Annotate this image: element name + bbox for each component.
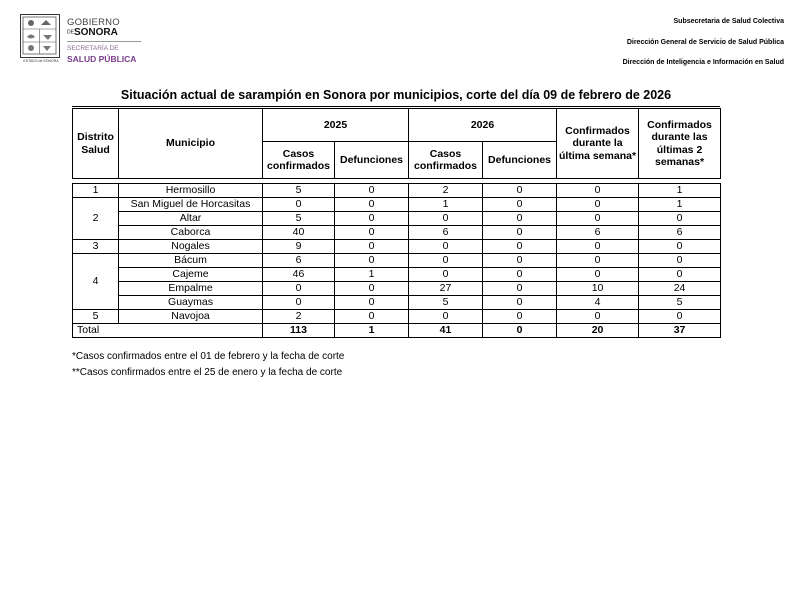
municipio-cell: Caborca [119,226,263,240]
header-direccion-inteligencia: Dirección de Inteligencia e Información en Salud [622,59,784,66]
semana-cell: 0 [557,184,639,198]
table-row [73,310,721,324]
casos-2026-cell: 6 [409,226,483,240]
logo-divider [67,41,141,42]
header-ultima-semana: Confirmados durante la última semana* [557,109,639,179]
header-year-2026: 2026 [409,109,557,142]
semana-cell: 6 [557,226,639,240]
municipio-cell: Nogales [119,240,263,254]
defunciones-2025-cell: 0 [335,226,409,240]
defunciones-2026-cell: 0 [483,268,557,282]
header-distrito: Distrito Salud [73,109,119,179]
casos-2026-cell: 2 [409,184,483,198]
defunciones-2025-cell: 0 [335,184,409,198]
district-cell: 1 [73,184,119,198]
measles-cases-table [72,108,721,338]
header-ultimas-2-semanas: Confirmados durante las últimas 2 semanas* [639,109,721,179]
defunciones-2026-cell: 0 [483,310,557,324]
casos-2026-cell: 0 [409,240,483,254]
sonora-label [67,27,118,38]
defunciones-2025-cell: 0 [335,212,409,226]
table-row [73,240,721,254]
header-defunciones-2026: Defunciones [483,142,557,179]
total-casos-2026: 41 [409,324,483,338]
municipio-cell: Empalme [119,282,263,296]
semana-cell: 0 [557,268,639,282]
casos-2025-cell: 0 [263,296,335,310]
casos-2026-cell: 27 [409,282,483,296]
defunciones-2025-cell: 0 [335,240,409,254]
header-direccion-general: Dirección General de Servicio de Salud Pública [626,39,784,46]
footnote-dos-semanas: **Casos confirmados entre el 25 de enero y la fecha de corte [72,367,343,378]
salud-publica-label: SALUD PÚBLICA [67,54,137,64]
semana-cell: 0 [557,240,639,254]
municipio-cell: Cajeme [119,268,263,282]
total-defunciones-2026: 0 [483,324,557,338]
defunciones-2025-cell: 1 [335,268,409,282]
casos-2025-cell: 9 [263,240,335,254]
dos-semanas-cell: 24 [639,282,721,296]
footnote-semana: *Casos confirmados entre el 01 de febrero y la fecha de corte [72,351,345,362]
dos-semanas-cell: 0 [639,240,721,254]
header-year-2025: 2025 [263,109,409,142]
casos-2026-cell: 0 [409,310,483,324]
municipio-cell: Bácum [119,254,263,268]
municipio-cell: Hermosillo [119,184,263,198]
page-title: Situación actual de sarampión en Sonora por municipios, corte del día 09 de febrero de 2026 [120,88,672,102]
municipio-cell: Altar [119,212,263,226]
table-row [73,226,721,240]
dos-semanas-cell: 5 [639,296,721,310]
table-row [73,184,721,198]
semana-cell: 10 [557,282,639,296]
dos-semanas-cell: 6 [639,226,721,240]
casos-2025-cell: 6 [263,254,335,268]
semana-cell: 4 [557,296,639,310]
de-label: DE [67,29,74,36]
header-municipio: Municipio [119,109,263,179]
casos-2026-cell: 0 [409,212,483,226]
gobierno-label: GOBIERNO [67,17,120,28]
semana-cell: 0 [557,310,639,324]
table-row [73,254,721,268]
casos-2025-cell: 0 [263,282,335,296]
table-row [73,198,721,212]
municipio-cell: Guaymas [119,296,263,310]
defunciones-2026-cell: 0 [483,296,557,310]
semana-cell: 0 [557,198,639,212]
dos-semanas-cell: 0 [639,212,721,226]
casos-2026-cell: 0 [409,268,483,282]
district-cell: 3 [73,240,119,254]
district-cell: 4 [73,254,119,310]
defunciones-2026-cell: 0 [483,254,557,268]
dos-semanas-cell: 1 [639,198,721,212]
casos-2025-cell: 2 [263,310,335,324]
total-dos-semanas: 37 [639,324,721,338]
defunciones-2025-cell: 0 [335,282,409,296]
defunciones-2026-cell: 0 [483,226,557,240]
total-label: Total [73,324,263,338]
total-semana: 20 [557,324,639,338]
table-row [73,212,721,226]
defunciones-2026-cell: 0 [483,240,557,254]
casos-2026-cell: 0 [409,254,483,268]
defunciones-2026-cell: 0 [483,198,557,212]
defunciones-2025-cell: 0 [335,198,409,212]
header-subsecretaria: Subsecretaria de Salud Colectiva [673,18,784,25]
casos-2025-cell: 40 [263,226,335,240]
municipio-cell: San Miguel de Horcasitas [119,198,263,212]
district-cell: 5 [73,310,119,324]
defunciones-2025-cell: 0 [335,296,409,310]
dos-semanas-cell: 0 [639,254,721,268]
table-row [73,282,721,296]
title-underline [72,106,720,107]
semana-cell: 0 [557,212,639,226]
crest-caption: ESTADO de SONORA [23,59,59,63]
casos-2025-cell: 46 [263,268,335,282]
municipio-cell: Navojoa [119,310,263,324]
gobierno-sonora-logo [20,14,150,66]
dos-semanas-cell: 0 [639,310,721,324]
defunciones-2025-cell: 0 [335,310,409,324]
casos-2026-cell: 5 [409,296,483,310]
sonora-crest-icon [20,14,60,58]
casos-2025-cell: 5 [263,184,335,198]
casos-2026-cell: 1 [409,198,483,212]
total-row [73,324,721,338]
defunciones-2026-cell: 0 [483,282,557,296]
header-casos-2026: Casos confirmados [409,142,483,179]
sonora-text: SONORA [73,27,118,38]
defunciones-2025-cell: 0 [335,254,409,268]
defunciones-2026-cell: 0 [483,212,557,226]
table-row [73,268,721,282]
total-casos-2025: 113 [263,324,335,338]
header-casos-2025: Casos confirmados [263,142,335,179]
dos-semanas-cell: 0 [639,268,721,282]
district-cell: 2 [73,198,119,240]
secretaria-label: SECRETARÍA DE [67,45,119,52]
casos-2025-cell: 0 [263,198,335,212]
dos-semanas-cell: 1 [639,184,721,198]
table-row [73,296,721,310]
semana-cell: 0 [557,254,639,268]
header-defunciones-2025: Defunciones [335,142,409,179]
defunciones-2026-cell: 0 [483,184,557,198]
casos-2025-cell: 5 [263,212,335,226]
total-defunciones-2025: 1 [335,324,409,338]
